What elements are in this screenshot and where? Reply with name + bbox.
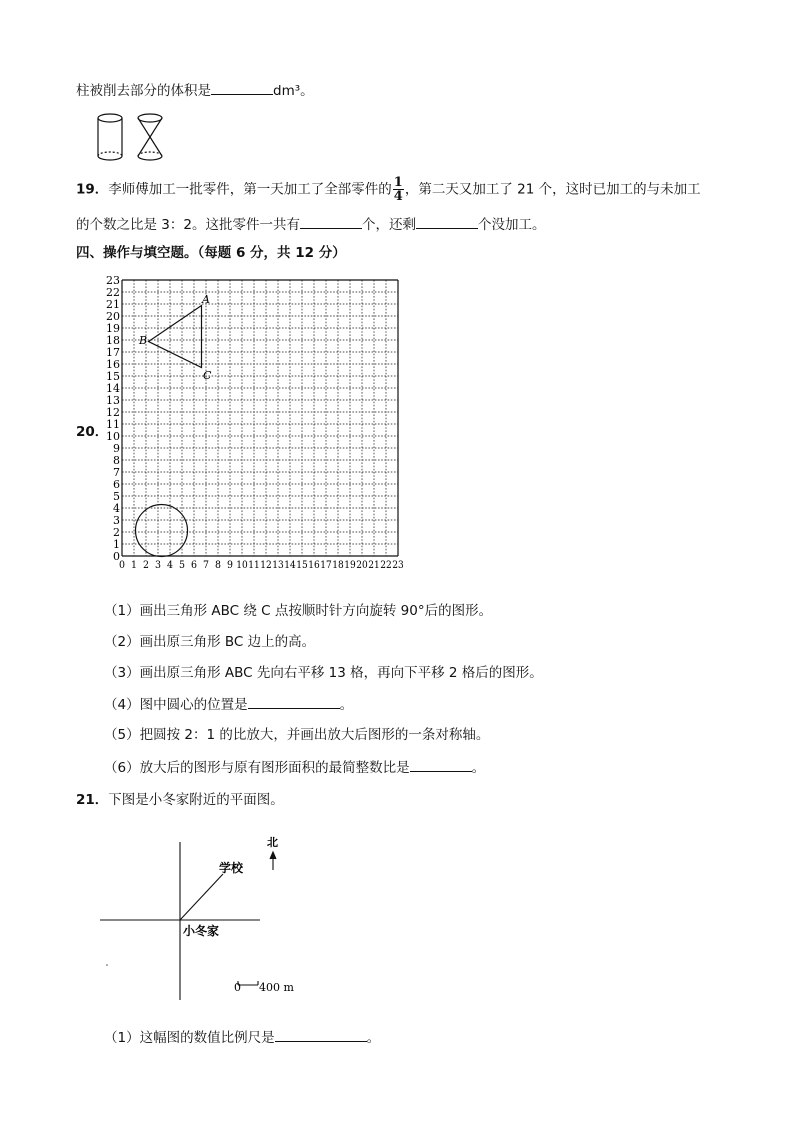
x-tick-label: 10 (236, 560, 248, 571)
y-tick-label: 6 (113, 478, 120, 491)
q21-line (76, 790, 284, 810)
q21-text: 下图是小冬家附近的平面图。 (108, 792, 284, 808)
x-tick-label: 12 (260, 560, 272, 571)
x-tick-label: 20 (356, 560, 368, 571)
q20-item-2: （2）画出原三角形 BC 边上的高。 (104, 634, 316, 650)
q19-number: 19． (76, 181, 109, 198)
cylinder-cone-figure (90, 110, 170, 166)
x-tick-label: 21 (368, 560, 380, 571)
y-tick-label: 11 (106, 418, 120, 431)
answer-blank[interactable] (410, 757, 472, 772)
fraction-one-quarter (393, 176, 404, 203)
y-tick-label: 8 (113, 454, 120, 467)
x-tick-label: 17 (320, 560, 332, 571)
q18-unit: dm³。 (273, 83, 314, 99)
q18-tail-line (76, 80, 314, 101)
q20-item-4-text: （4）图中圆心的位置是 (104, 697, 248, 713)
y-tick-label: 17 (106, 346, 120, 359)
x-tick-label: 11 (248, 560, 260, 571)
y-tick-label: 14 (106, 382, 120, 395)
answer-blank[interactable] (211, 80, 273, 95)
scale-length-label: 400 m (259, 981, 294, 994)
x-tick-label: 2 (143, 560, 149, 571)
fraction-denominator: 4 (393, 189, 403, 204)
q21-item-1-end: 。 (366, 1030, 381, 1046)
triangle-abc (149, 306, 202, 368)
y-tick-label: 13 (106, 394, 120, 407)
x-tick-label: 19 (344, 560, 356, 571)
q21-item-1-text: （1）这幅图的数值比例尺是 (104, 1030, 275, 1046)
q20-number: 20． (76, 424, 109, 440)
coordinate-grid (108, 272, 428, 584)
map-dot (106, 964, 108, 966)
answer-blank[interactable] (248, 694, 340, 709)
x-tick-label: 22 (380, 560, 392, 571)
q20-item-6 (104, 757, 485, 778)
q19-part2: ，第二天又加工了 21 个，这时已加工的与未加工 (404, 181, 701, 198)
y-tick-label: 4 (113, 502, 120, 515)
x-axis-tick-labels (119, 560, 404, 571)
q20-item-4 (104, 694, 353, 715)
x-tick-label: 3 (155, 560, 161, 571)
x-tick-label: 7 (203, 560, 209, 571)
y-tick-label: 15 (106, 370, 120, 383)
q20-item-6-end: 。 (471, 760, 486, 776)
q21-number: 21． (76, 792, 109, 808)
y-tick-label: 9 (113, 442, 120, 455)
q20-item-1: （1）画出三角形 ABC 绕 C 点按顺时针方向旋转 90°后的图形。 (104, 603, 493, 619)
y-tick-label: 3 (113, 514, 120, 527)
point-label-c: C (203, 369, 212, 382)
y-tick-label: 21 (106, 298, 120, 311)
x-tick-label: 15 (296, 560, 308, 571)
x-tick-label: 0 (119, 560, 125, 571)
x-tick-label: 16 (308, 560, 320, 571)
q19-part1: 李师傅加工一批零件，第一天加工了全部零件的 (108, 181, 392, 198)
q19-line2a: 的个数之比是 3：2。这批零件一共有 (76, 217, 300, 233)
x-tick-label: 1 (131, 560, 137, 571)
x-tick-label: 6 (191, 560, 197, 571)
y-tick-label: 19 (106, 322, 120, 335)
x-tick-label: 9 (227, 560, 233, 571)
circle (136, 505, 188, 557)
q20-item-5: （5）把圆按 2：1 的比放大，并画出放大后图形的一条对称轴。 (104, 727, 490, 743)
y-tick-label: 20 (106, 310, 120, 323)
q20-item-6-text: （6）放大后的图形与原有图形面积的最简整数比是 (104, 760, 410, 776)
y-tick-label: 23 (106, 274, 120, 287)
q19-line1 (76, 176, 701, 203)
y-tick-label: 22 (106, 286, 120, 299)
plan-map (95, 830, 315, 1005)
q19-line2b: 个，还剩 (361, 217, 416, 233)
q20-item-4-end: 。 (339, 697, 354, 713)
y-tick-label: 2 (113, 526, 120, 539)
q19-line2c: 个没加工。 (477, 217, 546, 233)
y-tick-label: 0 (113, 550, 120, 563)
section-4-title: 四、操作与填空题。（每题 6 分，共 12 分） (76, 245, 346, 261)
home-label: 小冬家 (183, 924, 220, 938)
school-label: 学校 (219, 861, 244, 875)
fraction-numerator: 1 (393, 175, 403, 190)
x-tick-label: 5 (179, 560, 185, 571)
answer-blank[interactable] (300, 214, 362, 229)
y-tick-label: 18 (106, 334, 120, 347)
y-tick-label: 12 (106, 406, 120, 419)
q20-item-3: （3）画出原三角形 ABC 先向右平移 13 格，再向下平移 2 格后的图形。 (104, 665, 543, 681)
scale-zero-label: 0 (234, 981, 241, 994)
point-label-b: B (139, 334, 148, 347)
y-tick-label: 16 (106, 358, 120, 371)
y-tick-label: 1 (113, 538, 120, 551)
x-tick-label: 4 (167, 560, 173, 571)
y-tick-label: 10 (106, 430, 120, 443)
answer-blank[interactable] (416, 214, 478, 229)
point-label-a: A (202, 293, 210, 306)
x-tick-label: 13 (272, 560, 284, 571)
x-tick-label: 8 (215, 560, 221, 571)
q21-item-1 (104, 1027, 380, 1048)
x-tick-label: 14 (284, 560, 296, 571)
grid-lines (122, 280, 398, 556)
q18-tail-text: 柱被削去部分的体积是 (76, 83, 211, 99)
y-tick-label: 5 (113, 490, 120, 503)
north-label: 北 (267, 836, 278, 849)
answer-blank[interactable] (275, 1027, 367, 1042)
q19-line2 (76, 214, 545, 235)
x-tick-label: 23 (392, 560, 404, 571)
y-tick-label: 7 (113, 466, 120, 479)
y-axis-tick-labels (106, 274, 120, 563)
x-tick-label: 18 (332, 560, 344, 571)
